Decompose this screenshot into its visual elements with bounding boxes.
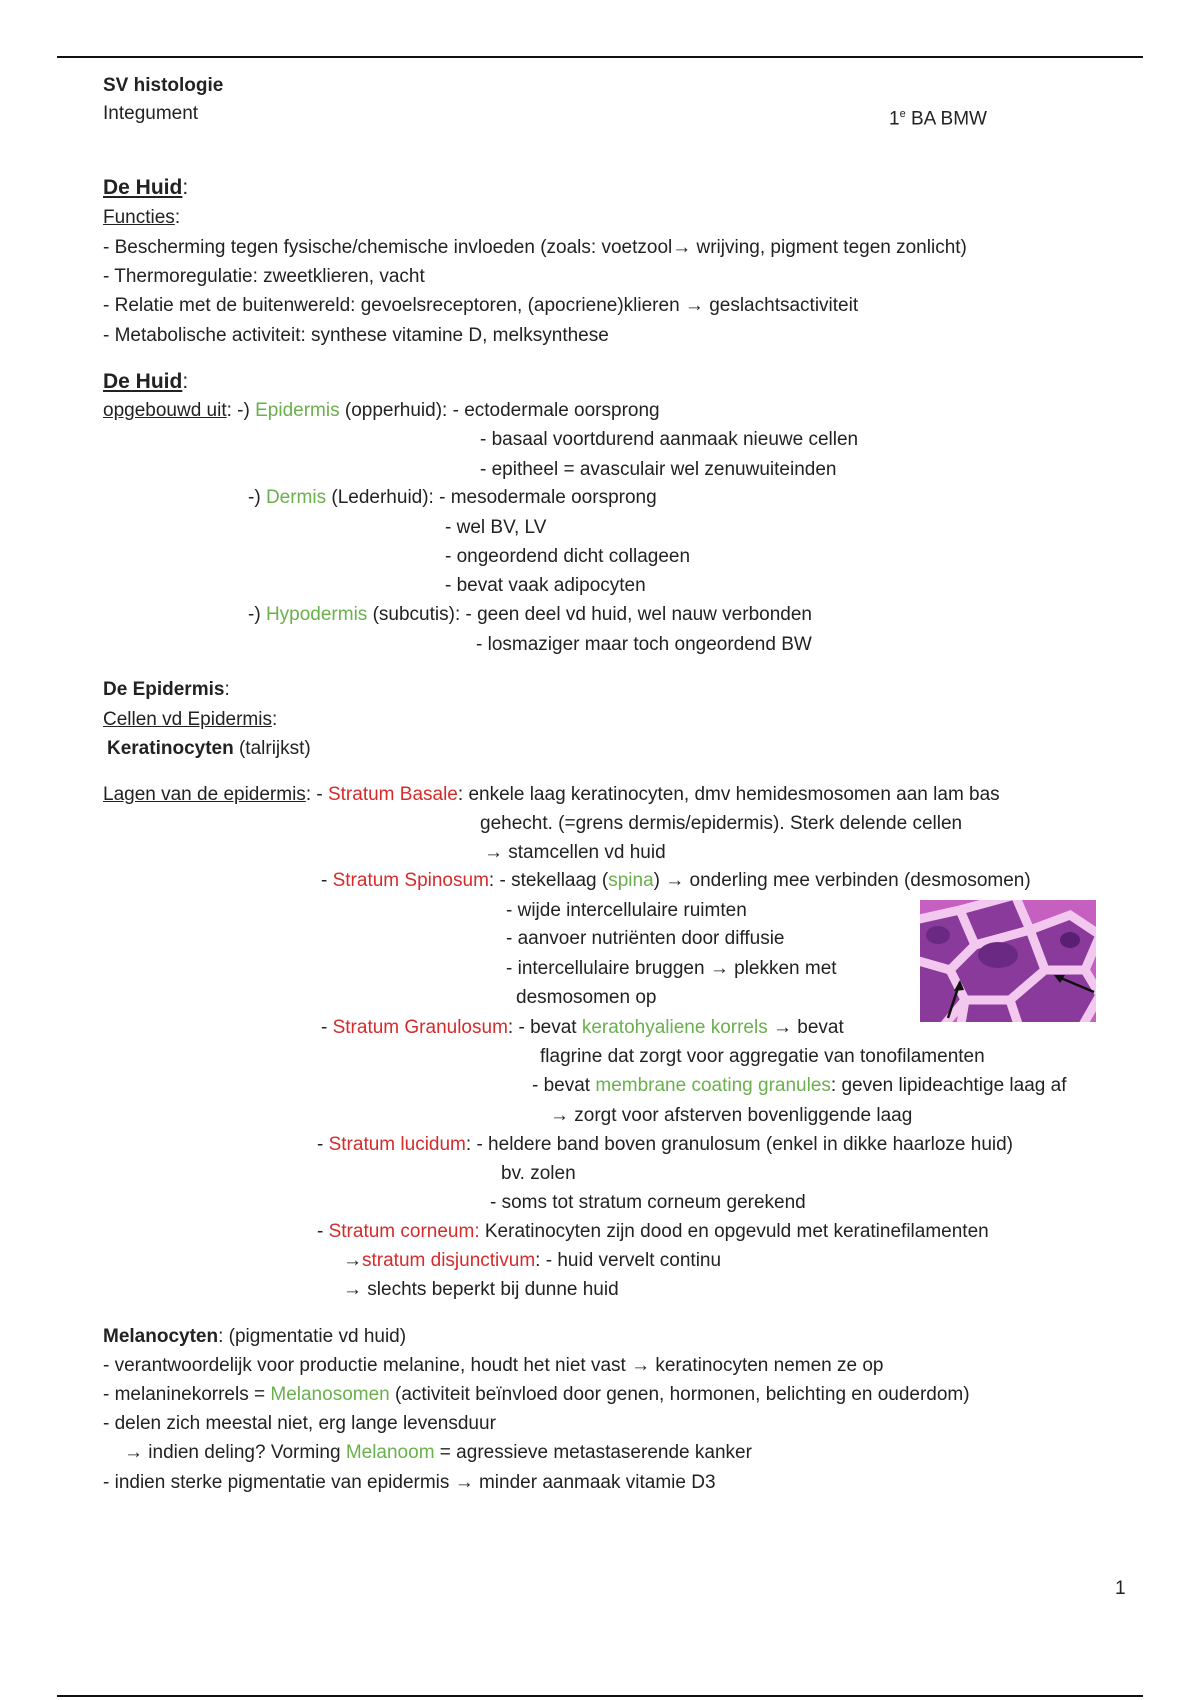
- spinosum-detail: desmosomen op: [516, 987, 657, 1008]
- year-label: 1e BA BMW: [889, 108, 987, 130]
- basale-detail: → stamcellen vd huid: [484, 842, 666, 863]
- function-item: - Metabolische activiteit: synthese vitamine D, melksynthese: [103, 325, 609, 346]
- functions-label: Functies:: [103, 207, 181, 228]
- granulosum-line: - Stratum Granulosum: - bevat keratohyaliene korrels → bevat: [321, 1017, 844, 1038]
- epidermis-detail: - basaal voortdurend aanmaak nieuwe cellen: [480, 429, 859, 450]
- section-title-huid-2: De Huid:: [103, 370, 189, 393]
- granulosum-detail: → zorgt voor afsterven bovenliggende laag: [550, 1105, 913, 1126]
- arrow-icon: →: [772, 1017, 792, 1038]
- spinosum-detail: - wijde intercellulaire ruimten: [506, 900, 747, 921]
- corneum-line: - Stratum corneum: Keratinocyten zijn dood en opgevuld met keratinefilamenten: [317, 1221, 989, 1242]
- arrow-icon: →: [454, 1472, 474, 1493]
- section-title-epidermis: De Epidermis:: [103, 679, 230, 700]
- epidermis-detail: - epitheel = avasculair wel zenuwuiteinden: [480, 459, 837, 480]
- cells-label: Cellen vd Epidermis:: [103, 709, 278, 730]
- spinosum-detail: - intercellulaire bruggen → plekken met: [506, 958, 837, 979]
- lucidum-line: - Stratum lucidum: - heldere band boven granulosum (enkel in dikke haarloze huid): [317, 1134, 1014, 1155]
- arrow-icon: →: [124, 1442, 143, 1463]
- melanocyten-item: - melaninekorrels = Melanosomen (activiteit beïnvloed door genen, hormonen, belichting en ouderdom): [103, 1384, 970, 1405]
- arrow-icon: →: [631, 1355, 651, 1376]
- dermis-detail: - ongeordend dicht collageen: [445, 546, 691, 567]
- arrow-icon: →: [484, 842, 503, 863]
- corneum-detail: → slechts beperkt bij dunne huid: [343, 1279, 619, 1300]
- lucidum-detail: bv. zolen: [501, 1163, 576, 1184]
- melanocyten-item: - delen zich meestal niet, erg lange levensduur: [103, 1413, 496, 1434]
- function-item: - Bescherming tegen fysische/chemische invloeden (zoals: voetzool→ wrijving, pigment tegen zonlicht): [103, 237, 967, 258]
- epidermis-line: opgebouwd uit: -) Epidermis (opperhuid): - ectodermale oorsprong: [103, 400, 660, 421]
- spinosum-detail: - aanvoer nutriënten door diffusie: [506, 928, 785, 949]
- arrow-icon: →: [672, 237, 692, 258]
- hypodermis-line: -) Hypodermis (subcutis): - geen deel vd huid, wel nauw verbonden: [248, 604, 812, 625]
- granulosum-detail: - bevat membrane coating granules: geven lipideachtige laag af: [532, 1075, 1067, 1096]
- arrow-icon: →: [343, 1250, 362, 1271]
- basale-detail: gehecht. (=grens dermis/epidermis). Sterk delende cellen: [480, 813, 963, 834]
- histology-micrograph: [920, 900, 1096, 1022]
- top-rule: [57, 56, 1143, 58]
- arrow-icon: →: [343, 1279, 362, 1300]
- hypodermis-detail: - losmaziger maar toch ongeordend BW: [476, 634, 812, 655]
- keratinocyten: Keratinocyten (talrijkst): [107, 738, 311, 759]
- corneum-detail: →stratum disjunctivum: - huid vervelt continu: [343, 1250, 722, 1271]
- function-item: - Relatie met de buitenwereld: gevoelsreceptoren, (apocriene)klieren → geslachtsactiviteit: [103, 295, 859, 316]
- melanocyten-item: → indien deling? Vorming Melanoom = agressieve metastaserende kanker: [124, 1442, 752, 1463]
- granulosum-detail: flagrine dat zorgt voor aggregatie van tonofilamenten: [540, 1046, 985, 1067]
- dermis-detail: - wel BV, LV: [445, 517, 547, 538]
- melanocyten-item: - indien sterke pigmentatie van epidermis → minder aanmaak vitamie D3: [103, 1472, 716, 1493]
- section-title-melanocyten: Melanocyten: (pigmentatie vd huid): [103, 1326, 407, 1347]
- bottom-rule: [57, 1695, 1143, 1697]
- melanocyten-item: - verantwoordelijk voor productie melanine, houdt het niet vast → keratinocyten nemen ze op: [103, 1355, 884, 1376]
- arrow-icon: →: [709, 958, 729, 979]
- lucidum-detail: - soms tot stratum corneum gerekend: [490, 1192, 806, 1213]
- arrow-icon: →: [684, 295, 704, 316]
- dermis-detail: - bevat vaak adipocyten: [445, 575, 646, 596]
- basale-line: Lagen van de epidermis: - Stratum Basale: enkele laag keratinocyten, dmv hemidesmosomen aan lam bas: [103, 784, 1000, 805]
- topic: Integument: [103, 103, 199, 124]
- arrow-icon: →: [550, 1105, 569, 1126]
- dermis-line: -) Dermis (Lederhuid): - mesodermale oorsprong: [248, 487, 657, 508]
- section-title-huid: De Huid:: [103, 176, 189, 199]
- function-item: - Thermoregulatie: zweetklieren, vacht: [103, 266, 425, 287]
- page-number: 1: [1115, 1578, 1126, 1599]
- arrow-icon: →: [665, 870, 685, 891]
- course-title: SV histologie: [103, 75, 224, 96]
- spinosum-line: - Stratum Spinosum: - stekellaag (spina) → onderling mee verbinden (desmosomen): [321, 870, 1031, 891]
